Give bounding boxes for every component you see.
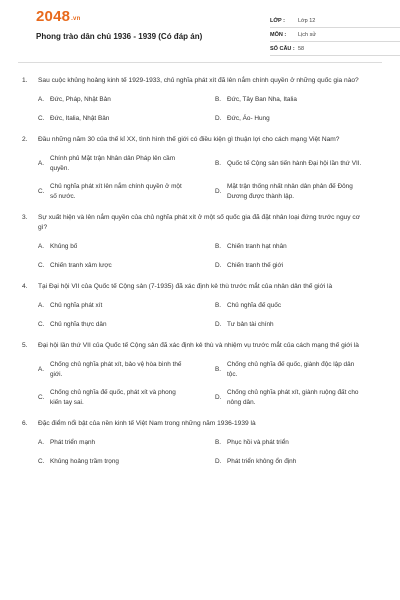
option-text: Chống chủ nghĩa đế quốc, phát xít và phong kiến tay sai.	[50, 389, 176, 406]
option-a[interactable]	[38, 154, 205, 173]
option-text: Chủ nghĩa phát xít	[50, 302, 103, 309]
question	[18, 213, 382, 270]
option-text: Chiến tranh hạt nhân	[227, 243, 287, 250]
meta-value: Lịch sử	[298, 31, 317, 38]
option-letter: B.	[215, 302, 222, 309]
question-stem	[18, 282, 382, 292]
question-number: 4.	[22, 283, 28, 290]
option-list	[18, 438, 382, 466]
option-text: Chính phủ Mặt trận Nhân dân Pháp lên cầm quyền.	[50, 155, 176, 172]
option-letter: B.	[215, 243, 222, 250]
option-text: Đức, Italia, Nhật Bản	[50, 114, 110, 122]
option-d[interactable]	[215, 388, 382, 407]
option-list	[18, 242, 382, 270]
option-letter: A.	[38, 159, 45, 167]
option-c[interactable]	[38, 457, 205, 467]
question-number: 5.	[22, 342, 28, 349]
option-c[interactable]	[38, 388, 205, 407]
meta-row-mon	[270, 28, 400, 42]
meta-label: LỚP :	[270, 17, 285, 24]
question-text: Đặc điểm nổi bật của nền kinh tế Việt Nam trong những năm 1936-1939 là	[38, 420, 256, 427]
meta-label: MÔN :	[270, 31, 287, 38]
option-letter: A.	[38, 96, 45, 103]
option-letter: C.	[38, 114, 45, 122]
question-stem	[18, 341, 382, 351]
option-a[interactable]	[38, 438, 205, 448]
option-letter: D.	[215, 261, 222, 269]
option-d[interactable]	[215, 457, 382, 467]
option-letter: A.	[38, 365, 45, 373]
option-text: Khủng bố	[50, 243, 78, 250]
option-text: Đức, Tây Ban Nha, Italia	[227, 96, 297, 103]
meta-label: SỐ CÂU :	[270, 45, 295, 52]
option-list	[18, 154, 382, 201]
option-text: Mặt trận thống nhất nhân dân phản đế Đông Dương được thành lập.	[227, 183, 353, 200]
question-text: Sự xuất hiện và lên nắm quyền của chủ nghĩa phát xít ở một số quốc gia đã đặt nhân loại đứng trước nguy cơ gì?	[38, 214, 361, 231]
option-letter: C.	[38, 393, 45, 401]
option-text: Chủ nghĩa phát xít lên nắm chính quyền ở một số nước.	[50, 183, 182, 200]
option-letter: D.	[215, 320, 222, 328]
question	[18, 282, 382, 329]
option-b[interactable]	[215, 154, 382, 173]
question-text: Sau cuộc khủng hoảng kinh tế 1929-1933, chủ nghĩa phát xít đã lên nắm chính quyền ở những quốc gia nào?	[38, 77, 359, 84]
option-text: Đức, Pháp, Nhật Bản	[50, 96, 111, 103]
option-letter: A.	[38, 439, 45, 446]
option-letter: A.	[38, 243, 45, 250]
option-text: Tư bản tài chính	[227, 320, 274, 328]
question-text: Đại hội lần thứ VII của Quốc tế Cộng sản đã xác định kẻ thù và nhiệm vụ trước mắt của cách mạng thế giới là	[38, 342, 359, 349]
option-d[interactable]	[215, 114, 382, 124]
option-text: Khủng hoảng trầm trọng	[50, 457, 119, 465]
meta-row-socau	[270, 42, 400, 56]
question-stem	[18, 135, 382, 145]
option-b[interactable]	[215, 301, 382, 311]
option-d[interactable]	[215, 261, 382, 271]
option-d[interactable]	[215, 182, 382, 201]
question-number: 3.	[22, 214, 28, 221]
header-divider	[18, 62, 382, 63]
option-letter: B.	[215, 365, 222, 373]
option-b[interactable]	[215, 438, 382, 448]
option-a[interactable]	[38, 360, 205, 379]
option-text: Quốc tế Cộng sản tiến hành Đại hội lần thứ VII.	[227, 159, 362, 167]
option-text: Phục hồi và phát triển	[227, 439, 289, 446]
question	[18, 341, 382, 407]
option-text: Chủ nghĩa thực dân	[50, 320, 107, 328]
meta-row-lop	[270, 14, 400, 28]
option-a[interactable]	[38, 242, 205, 252]
question-number: 1.	[22, 77, 28, 84]
option-text: Chiến tranh thế giới	[227, 261, 284, 269]
meta-value: Lớp 12	[298, 17, 316, 24]
option-letter: C.	[38, 320, 45, 328]
option-list	[18, 301, 382, 329]
option-text: Chủ nghĩa đế quốc	[227, 302, 282, 309]
question-number: 2.	[22, 136, 28, 143]
option-letter: D.	[215, 187, 222, 195]
site-logo[interactable]	[36, 8, 80, 25]
question-stem	[18, 419, 382, 429]
option-b[interactable]	[215, 95, 382, 105]
header	[18, 0, 382, 62]
option-list	[18, 95, 382, 123]
option-letter: D.	[215, 457, 222, 465]
option-text: Phát triển không ổn định	[227, 457, 297, 465]
question	[18, 419, 382, 466]
meta-info	[270, 14, 400, 56]
question-text: Đầu những năm 30 của thế kỉ XX, tình hình thế giới có điều kiện gì thuận lợi cho cách mạng Việt Nam?	[38, 136, 340, 143]
question-stem	[18, 213, 382, 233]
option-letter: B.	[215, 96, 222, 103]
option-text: Chống chủ nghĩa phát xít, giành ruộng đất cho nông dân.	[227, 389, 359, 406]
question-list	[18, 76, 382, 478]
logo-suffix: .vn	[71, 16, 81, 22]
question-stem	[18, 76, 382, 86]
option-c[interactable]	[38, 182, 205, 201]
option-d[interactable]	[215, 320, 382, 330]
option-letter: C.	[38, 187, 45, 195]
option-letter: D.	[215, 393, 222, 401]
option-letter: C.	[38, 261, 45, 269]
option-text: Chiến tranh xâm lược	[50, 261, 112, 269]
option-text: Chống chủ nghĩa đế quốc, giành độc lập dân tộc.	[227, 361, 355, 378]
option-text: Chống chủ nghĩa phát xít, bảo vệ hòa bình thế giới.	[50, 361, 182, 378]
option-list	[18, 360, 382, 407]
option-c[interactable]	[38, 320, 205, 330]
option-letter: D.	[215, 114, 222, 122]
option-c[interactable]	[38, 114, 205, 124]
option-a[interactable]	[38, 95, 205, 105]
option-letter: B.	[215, 439, 222, 446]
option-letter: B.	[215, 159, 222, 167]
option-b[interactable]	[215, 360, 382, 379]
option-letter: C.	[38, 457, 45, 465]
question	[18, 76, 382, 123]
meta-value: 58	[298, 45, 305, 52]
option-letter: A.	[38, 302, 45, 309]
question-number: 6.	[22, 420, 28, 427]
option-b[interactable]	[215, 242, 382, 252]
question-text: Tại Đại hội VII của Quốc tế Cộng sản (7-1935) đã xác định kẻ thù trước mắt của nhân dân thế giới là	[38, 283, 333, 290]
option-a[interactable]	[38, 301, 205, 311]
document-title: Phong trào dân chủ 1936 - 1939 (Có đáp án)	[36, 32, 203, 41]
logo-number: 2048	[36, 8, 71, 25]
option-text: Đức, Áo- Hung	[227, 114, 270, 122]
question	[18, 135, 382, 201]
option-text: Phát triển mạnh	[50, 439, 96, 446]
option-c[interactable]	[38, 261, 205, 271]
